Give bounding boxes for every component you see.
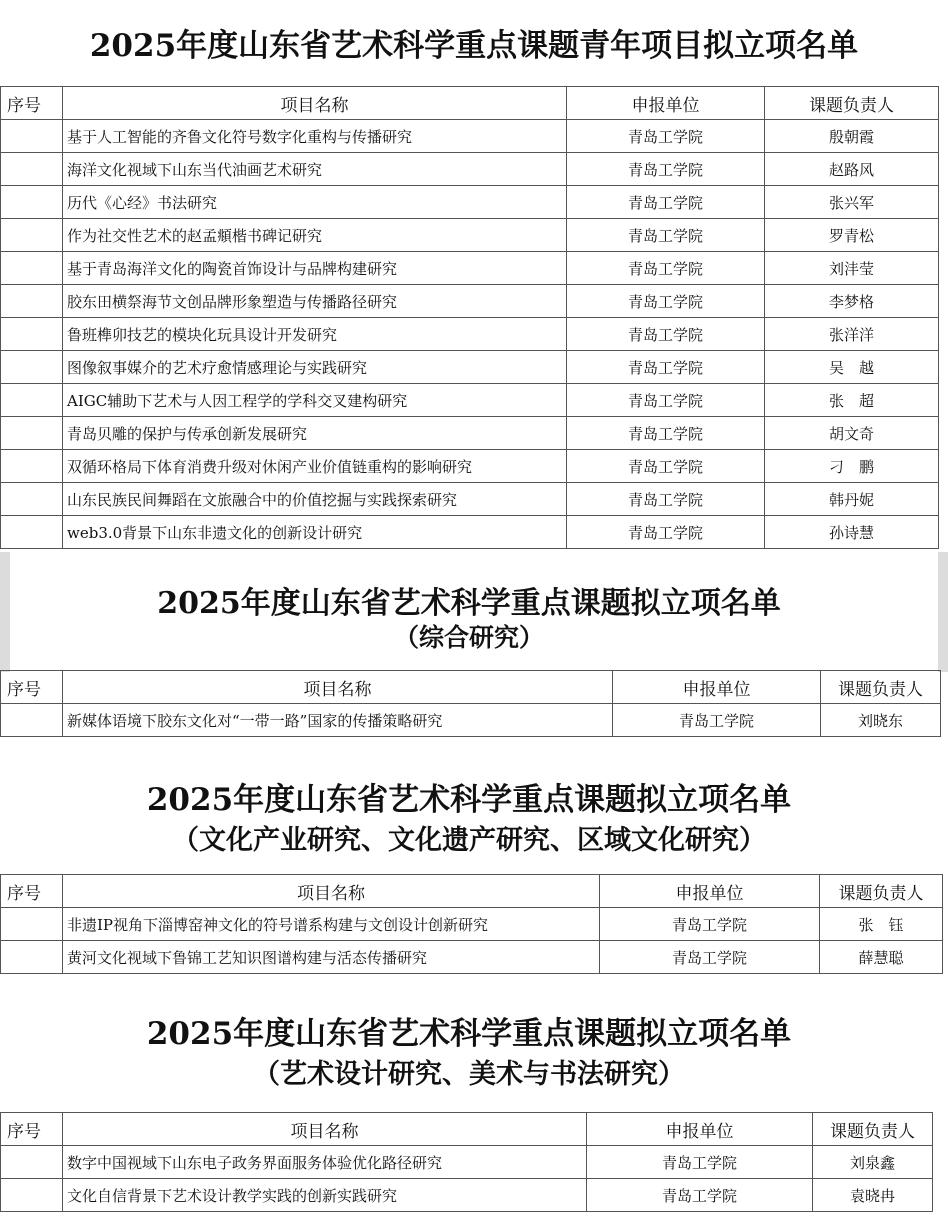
table-row (1, 1146, 933, 1179)
header-no: 序号 (1, 87, 63, 120)
table-header-row (1, 1113, 933, 1146)
project-name-cell: web3.0背景下山东非遗文化的创新设计研究 (63, 516, 567, 549)
applicant-unit-cell: 青岛工学院 (567, 285, 765, 318)
table-row (1, 351, 939, 384)
project-lead-cell: 韩丹妮 (765, 483, 939, 516)
applicant-unit-cell: 青岛工学院 (567, 417, 765, 450)
header-name: 项目名称 (63, 671, 613, 704)
table-row (1, 219, 939, 252)
table-row (1, 186, 939, 219)
section-subtitle: （综合研究） (393, 623, 544, 652)
project-name-cell: 山东民族民间舞蹈在文旅融合中的价值挖掘与实践探索研究 (63, 483, 567, 516)
project-lead-cell: 吴 越 (765, 351, 939, 384)
row-number-cell (1, 1179, 63, 1212)
table-row (1, 941, 943, 974)
section-title: 2025年度山东省艺术科学重点课题拟立项名单 (146, 782, 792, 818)
row-number-cell (1, 120, 63, 153)
applicant-unit-cell: 青岛工学院 (587, 1179, 813, 1212)
section-title: 2025年度山东省艺术科学重点课题青年项目拟立项名单 (89, 28, 859, 64)
project-lead-cell: 殷朝霞 (765, 120, 939, 153)
project-lead-cell: 薛慧聪 (820, 941, 943, 974)
table-header-row (1, 875, 943, 908)
row-number-cell (1, 516, 63, 549)
project-name-cell: 数字中国视域下山东电子政务界面服务体验优化路径研究 (63, 1146, 587, 1179)
project-lead-cell: 孙诗慧 (765, 516, 939, 549)
project-name-cell: 双循环格局下体育消费升级对休闲产业价值链重构的影响研究 (63, 450, 567, 483)
project-name-cell: 历代《心经》书法研究 (63, 186, 567, 219)
row-number-cell (1, 450, 63, 483)
row-number-cell (1, 351, 63, 384)
project-lead-cell: 张洋洋 (765, 318, 939, 351)
table-row (1, 704, 941, 737)
applicant-unit-cell: 青岛工学院 (567, 318, 765, 351)
table-row (1, 516, 939, 549)
project-lead-cell: 张 钰 (820, 908, 943, 941)
header-lead: 课题负责人 (765, 87, 939, 120)
header-no: 序号 (1, 875, 63, 908)
table-row (1, 153, 939, 186)
row-number-cell (1, 908, 63, 941)
applicant-unit-cell: 青岛工学院 (567, 219, 765, 252)
applicant-unit-cell: 青岛工学院 (567, 384, 765, 417)
project-name-cell: 胶东田横祭海节文创品牌形象塑造与传播路径研究 (63, 285, 567, 318)
project-name-cell: 基于人工智能的齐鲁文化符号数字化重构与传播研究 (63, 120, 567, 153)
table-row (1, 1179, 933, 1212)
row-number-cell (1, 1146, 63, 1179)
header-name: 项目名称 (63, 1113, 587, 1146)
projects-table (0, 86, 939, 549)
project-lead-cell: 李梦格 (765, 285, 939, 318)
project-name-cell: 黄河文化视域下鲁锦工艺知识图谱构建与活态传播研究 (63, 941, 600, 974)
row-number-cell (1, 252, 63, 285)
section-title: 2025年度山东省艺术科学重点课题拟立项名单 (157, 586, 781, 621)
row-number-cell (1, 941, 63, 974)
applicant-unit-cell: 青岛工学院 (567, 186, 765, 219)
row-number-cell (1, 318, 63, 351)
row-number-cell (1, 153, 63, 186)
header-unit: 申报单位 (613, 671, 821, 704)
project-name-cell: 图像叙事媒介的艺术疗愈情感理论与实践研究 (63, 351, 567, 384)
applicant-unit-cell: 青岛工学院 (587, 1146, 813, 1179)
section-art-design (0, 978, 948, 1223)
header-name: 项目名称 (63, 87, 567, 120)
section-title: 2025年度山东省艺术科学重点课题拟立项名单 (146, 1016, 792, 1052)
project-name-cell: 文化自信背景下艺术设计教学实践的创新实践研究 (63, 1179, 587, 1212)
header-lead: 课题负责人 (821, 671, 941, 704)
applicant-unit-cell: 青岛工学院 (600, 941, 820, 974)
applicant-unit-cell: 青岛工学院 (613, 704, 821, 737)
row-number-cell (1, 483, 63, 516)
section-comprehensive (0, 552, 948, 744)
table-row (1, 285, 939, 318)
project-lead-cell: 赵路风 (765, 153, 939, 186)
project-lead-cell: 刘泉鑫 (813, 1146, 933, 1179)
project-name-cell: 作为社交性艺术的赵孟頫楷书碑记研究 (63, 219, 567, 252)
applicant-unit-cell: 青岛工学院 (567, 450, 765, 483)
project-name-cell: AIGC辅助下艺术与人因工程学的学科交叉建构研究 (63, 384, 567, 417)
applicant-unit-cell: 青岛工学院 (567, 351, 765, 384)
project-name-cell: 青岛贝雕的保护与传承创新发展研究 (63, 417, 567, 450)
table-row (1, 483, 939, 516)
project-lead-cell: 刘沣莹 (765, 252, 939, 285)
projects-table (0, 670, 941, 737)
table-row (1, 120, 939, 153)
row-number-cell (1, 186, 63, 219)
table-row (1, 252, 939, 285)
header-unit: 申报单位 (600, 875, 820, 908)
project-lead-cell: 袁晓冉 (813, 1179, 933, 1212)
header-name: 项目名称 (63, 875, 600, 908)
table-row (1, 417, 939, 450)
project-lead-cell: 刘晓东 (821, 704, 941, 737)
section-subtitle: （文化产业研究、文化遗产研究、区域文化研究） (172, 825, 766, 856)
applicant-unit-cell: 青岛工学院 (600, 908, 820, 941)
table-row (1, 384, 939, 417)
table-header-row (1, 87, 939, 120)
header-unit: 申报单位 (587, 1113, 813, 1146)
applicant-unit-cell: 青岛工学院 (567, 516, 765, 549)
header-lead: 课题负责人 (820, 875, 943, 908)
section-culture-heritage (0, 748, 948, 974)
project-name-cell: 鲁班榫卯技艺的模块化玩具设计开发研究 (63, 318, 567, 351)
table-row (1, 908, 943, 941)
applicant-unit-cell: 青岛工学院 (567, 120, 765, 153)
section-youth-projects (0, 0, 948, 552)
section-subtitle: （艺术设计研究、美术与书法研究） (253, 1059, 685, 1090)
table-header-row (1, 671, 941, 704)
project-name-cell: 基于青岛海洋文化的陶瓷首饰设计与品牌构建研究 (63, 252, 567, 285)
row-number-cell (1, 384, 63, 417)
header-unit: 申报单位 (567, 87, 765, 120)
project-lead-cell: 胡文奇 (765, 417, 939, 450)
applicant-unit-cell: 青岛工学院 (567, 483, 765, 516)
row-number-cell (1, 285, 63, 318)
project-lead-cell: 刁 鹏 (765, 450, 939, 483)
row-number-cell (1, 704, 63, 737)
applicant-unit-cell: 青岛工学院 (567, 252, 765, 285)
project-lead-cell: 张 超 (765, 384, 939, 417)
applicant-unit-cell: 青岛工学院 (567, 153, 765, 186)
row-number-cell (1, 219, 63, 252)
project-lead-cell: 罗青松 (765, 219, 939, 252)
header-no: 序号 (1, 1113, 63, 1146)
header-no: 序号 (1, 671, 63, 704)
projects-table (0, 1112, 933, 1212)
table-row (1, 450, 939, 483)
project-name-cell: 新媒体语境下胶东文化对“一带一路”国家的传播策略研究 (63, 704, 613, 737)
row-number-cell (1, 417, 63, 450)
table-row (1, 318, 939, 351)
project-lead-cell: 张兴军 (765, 186, 939, 219)
project-name-cell: 海洋文化视域下山东当代油画艺术研究 (63, 153, 567, 186)
project-name-cell: 非遗IP视角下淄博窑神文化的符号谱系构建与文创设计创新研究 (63, 908, 600, 941)
header-lead: 课题负责人 (813, 1113, 933, 1146)
projects-table (0, 874, 943, 974)
